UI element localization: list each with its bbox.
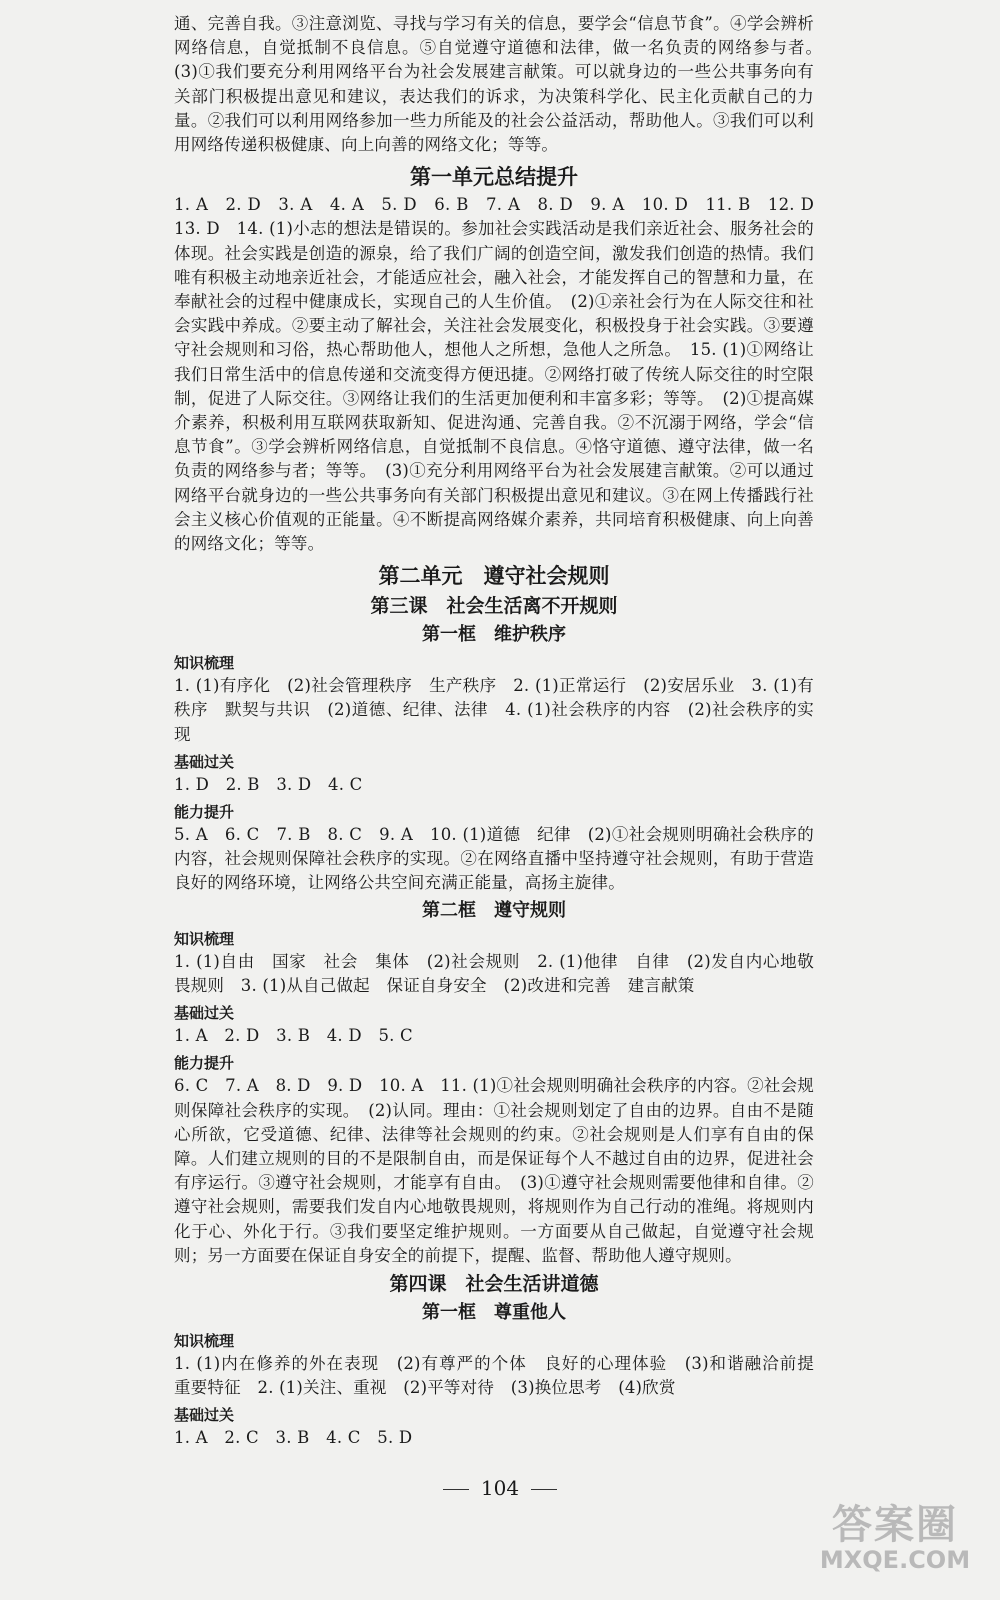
knowledge-answers: 1. (1)自由 国家 社会 集体 (2)社会规则 2. (1)他律 自律 (2)发自内心地敬畏规则 3. (1)从自己做起 保证自身安全 (2)改进和完善 建言献策 bbox=[174, 951, 814, 995]
lesson3-frame1-title: 第一框 维护秩序 bbox=[422, 624, 566, 646]
section-label: 知识梳理 bbox=[174, 929, 235, 948]
unit2-title: 第二单元 遵守社会规则 bbox=[378, 563, 610, 589]
lesson4-title: 第四课 社会生活讲道德 bbox=[389, 1272, 599, 1295]
lesson4-frame1-title: 第一框 尊重他人 bbox=[422, 1301, 566, 1323]
section-label: 能力提升 bbox=[174, 803, 235, 822]
knowledge-answers: 1. (1)有序化 (2)社会管理秩序 生产秩序 2. (1)正常运行 (2)安居乐业 3. (1)有秩序 默契与共识 (2)道德、纪律、法律 4. (1)社会秩序的内容 (2)社会秩序的实现 bbox=[174, 676, 814, 744]
section-label: 基础过关 bbox=[174, 752, 235, 771]
answer-page bbox=[174, 12, 831, 1451]
paragraph-continued: 通、完善自我。③注意浏览、寻找与学习有关的信息，要学会“信息节食”。④学会辨析网络信息，自觉抵制不良信息。⑤自觉遵守道德和法律，做一名负责的网络参与者。 (3)①我们要充分利用网络平台为社会发展建言献策。可以就身边的一些公共事务向有关部门积极提出意见和建议，表达我们的诉求，为决策科学化、民主化贡献自己的力量。②我们可以利用网络参加一些力所能及的社会公益活动，帮助他人。③我们可以利用网络传递积极健康、向上向善的网络文化；等等。 bbox=[174, 14, 831, 155]
watermark-logo bbox=[810, 1493, 980, 1574]
lesson3-title: 第三课 社会生活离不开规则 bbox=[370, 595, 618, 618]
page-number-dash-left bbox=[443, 1489, 469, 1490]
watermark-logo-text: 答案圈 bbox=[832, 1502, 958, 1548]
basic-answers: 1. A 2. C 3. B 4. C 5. D bbox=[174, 1428, 413, 1448]
section-label: 知识梳理 bbox=[174, 1331, 235, 1350]
section-label: 能力提升 bbox=[174, 1054, 235, 1073]
ability-answers: 5. A 6. C 7. B 8. C 9. A 10. (1)道德 纪律 (2)①社会规则明确社会秩序的内容，社会规则保障社会秩序的实现。②在网络直播中坚持遵守社会规则，有助于营造良好的网络环境，让网络公共空间充满正能量，高扬主旋律。 bbox=[174, 825, 814, 893]
watermark-url: MXQE.COM bbox=[819, 1546, 971, 1574]
unit1-summary-title: 第一单元总结提升 bbox=[410, 164, 578, 190]
ability-answers: 6. C 7. A 8. D 9. D 10. A 11. (1)①社会规则明确社会秩序的内容。②社会规则保障社会秩序的实现。 (2)认同。理由：①社会规则划定了自由的边界。自由不是随心所欲，它受道德、纪律、法律等社会规则的约束。②社会规则是人们享有自由的保障。人们建立规则的目的不是限制自由，而是保证每个人不越过自由的边界，促进社会有序运行。③遵守社会规则，才能享有自由。 (3)①遵守社会规则需要他律和自律。②遵守社会规则，需要我们发自内心地敬畏规则，将规则作为自己行动的准绳。将规则内化于心、外化于行。③我们要坚定维护规则。一方面要从自己做起，自觉遵守社会规则；另一方面要在保证自身安全的前提下，提醒、监督、帮助他人遵守规则。 bbox=[174, 1076, 814, 1265]
section-label: 基础过关 bbox=[174, 1406, 235, 1425]
lesson3-frame2-title: 第二框 遵守规则 bbox=[422, 899, 566, 921]
knowledge-answers: 1. (1)内在修养的外在表现 (2)有尊严的个体 良好的心理体验 (3)和谐融洽前提 重要特征 2. (1)关注、重视 (2)平等对待 (3)换位思考 (4)欣赏 bbox=[174, 1353, 831, 1398]
basic-answers: 1. A 2. D 3. B 4. D 5. C bbox=[174, 1026, 413, 1046]
page-number-text: 104 bbox=[480, 1476, 520, 1500]
basic-answers: 1. D 2. B 3. D 4. C bbox=[174, 774, 363, 794]
unit1-summary-answers: 1. A 2. D 3. A 4. A 5. D 6. B 7. A 8. D 9. A 10. D 11. B 12. D 13. D 14. (1)小志的想法是错误的。参加社会实践活动是我们亲近社会、服务社会的体现。社会实践是创造的源泉，给了我们广阔的创造空间，激发我们创造的热情。我们唯有积极主动地亲近社会，才能适应社会，融入社会，才能发挥自己的智慧和力量，在奉献社会的过程中健康成长，实现自己的人生价值。 (2)①亲社会行为在人际交往和社会实践中养成。②要主动了解社会，关注社会发展变化，积极投身于社会实践。③要遵守社会规则和习俗，热心帮助他人，想他人之所想，急他人之所急。 15. (1)①网络让我们日常生活中的信息传递和交流变得方便迅捷。②网络打破了传统人际交往的时空限制，促进了人际交往。③网络让我们的生活更加便利和丰富多彩；等等。 (2)①提高媒介素养，积极利用互联网获取新知、促进沟通、完善自我。②不沉溺于网络，学会“信息节食”。③学会辨析网络信息，自觉抵制不良信息。④恪守道德、遵守法律，做一名负责的网络参与者；等等。 (3)①充分利用网络平台为社会发展建言献策。②可以通过网络平台就身边的一些公共事务向有关部门积极提出意见和建议。③在网上传播践行社会主义核心价值观的正能量。④不断提高网络媒介素养，共同培育积极健康、向上向善的网络文化；等等。 bbox=[174, 195, 831, 554]
page-number-dash-right bbox=[531, 1489, 557, 1490]
section-label: 知识梳理 bbox=[174, 654, 235, 673]
section-label: 基础过关 bbox=[174, 1004, 235, 1023]
